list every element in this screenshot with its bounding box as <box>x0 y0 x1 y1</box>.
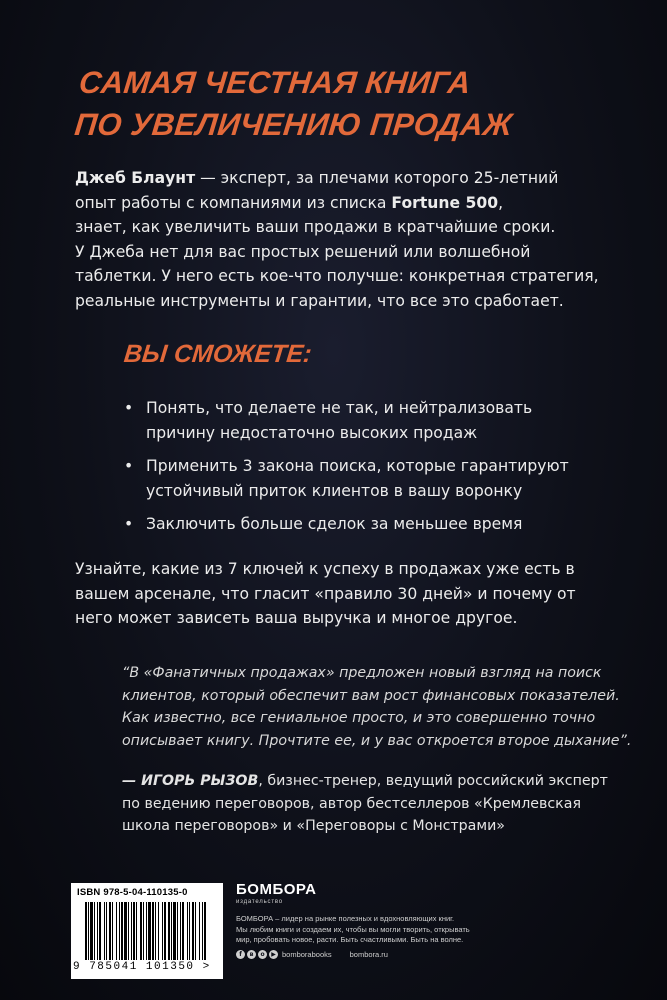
publisher-subtitle: издательство <box>236 899 283 905</box>
author-name-bold: Джеб Блаунт <box>75 169 196 187</box>
intro-line: реальные инструменты и гарантии, что все это сработает. <box>75 291 564 310</box>
outro-paragraph <box>75 557 635 631</box>
list-item-line: Заключить больше сделок за меньшее время <box>146 515 523 533</box>
isbn-text: ISBN 978-5-04-110135-0 <box>77 887 188 898</box>
quote-line: описывает книгу. Прочтите ее, и у вас откроется второе дыхание”. <box>122 732 632 749</box>
social-vk-icon: в <box>247 950 256 959</box>
barcode-icon <box>85 902 209 960</box>
headline <box>73 62 519 146</box>
publisher-description-line: мир, пробовать новое, расти. Быть счастливыми. Быть на волне. <box>236 935 464 944</box>
bullet-icon: • <box>124 457 134 475</box>
intro-line: знает, как увеличить ваши продажи в кратчайшие сроки. <box>75 218 556 236</box>
quote-line: “В «Фанатичных продажах» предложен новый взгляд на поиск <box>122 665 602 681</box>
outro-line: него может зависеть ваша выручка и многое другое. <box>75 609 518 627</box>
publisher-logo: БОМБОРА <box>236 881 317 898</box>
intro-text: опыт работы с компаниями из списка <box>75 193 392 212</box>
publisher-description-line: БОМБОРА – лидер на рынке полезных и вдохновляющих книг. <box>236 914 455 923</box>
list-item-line: Понять, что делаете не так, и нейтрализовать <box>146 399 533 417</box>
list-item <box>124 396 594 445</box>
barcode-digits: 9 785041 101350 > <box>73 961 211 973</box>
list-item-line: причину недостаточно высоких продаж <box>146 423 478 442</box>
outro-line: Узнайте, какие из 7 ключей к успеху в продажах уже есть в <box>75 560 575 578</box>
section-subheading: ВЫ СМОЖЕТЕ: <box>122 340 314 368</box>
social-f-icon: f <box>236 950 245 959</box>
intro-line: таблетки. У него есть кое-что получше: конкретная стратегия, <box>75 267 599 285</box>
bullet-icon: • <box>124 399 134 417</box>
intro-paragraph <box>75 166 635 313</box>
list-item <box>124 512 594 537</box>
fortune-bold: Fortune 500 <box>391 193 499 212</box>
quote-line: Как известно, все гениальное просто, и это совершенно точно <box>122 710 596 726</box>
publisher-site: bombora.ru <box>349 949 388 959</box>
publisher-description <box>236 914 616 946</box>
list-item <box>124 454 594 503</box>
social-ok-icon: о <box>258 950 267 959</box>
bullet-icon: • <box>124 515 134 533</box>
intro-line: У Джеба нет для вас простых решений или волшебной <box>75 242 531 261</box>
barcode-box <box>71 883 223 979</box>
intro-text: — эксперт, за плечами которого 25-летний <box>195 169 559 187</box>
benefits-list <box>124 396 594 546</box>
quote-line: клиентов, который обеспечит вам рост финансовых показателей. <box>122 687 620 704</box>
testimonial-author <box>122 770 622 838</box>
author-title: , бизнес-тренер, ведущий российский эксперт <box>258 773 608 789</box>
social-handle: bomborabooks <box>282 949 332 959</box>
intro-text: , <box>498 193 504 212</box>
list-item-line: Применить 3 закона поиска, которые гарантируют <box>146 457 569 475</box>
testimonial-quote <box>122 662 632 752</box>
author-line: школа переговоров» и «Переговоры с Монстрами» <box>122 818 505 834</box>
outro-line: вашем арсенале, что гласит «правило 30 дней» и почему от <box>75 584 576 603</box>
social-links <box>236 948 402 960</box>
author-line: по ведению переговоров, автор бестселлеров «Кремлевская <box>122 795 581 812</box>
list-item-line: устойчивый приток клиентов в вашу воронку <box>146 481 523 500</box>
social-yt-icon: ▶ <box>269 950 278 959</box>
headline-line-1: САМАЯ ЧЕСТНАЯ КНИГА <box>77 65 473 100</box>
publisher-description-line: Мы любим книги и создаем их, чтобы вы могли творить, открывать <box>236 924 470 934</box>
author-name: — ИГОРЬ РЫЗОВ <box>122 773 259 789</box>
headline-line-2: ПО УВЕЛИЧЕНИЮ ПРОДАЖ <box>73 107 515 142</box>
